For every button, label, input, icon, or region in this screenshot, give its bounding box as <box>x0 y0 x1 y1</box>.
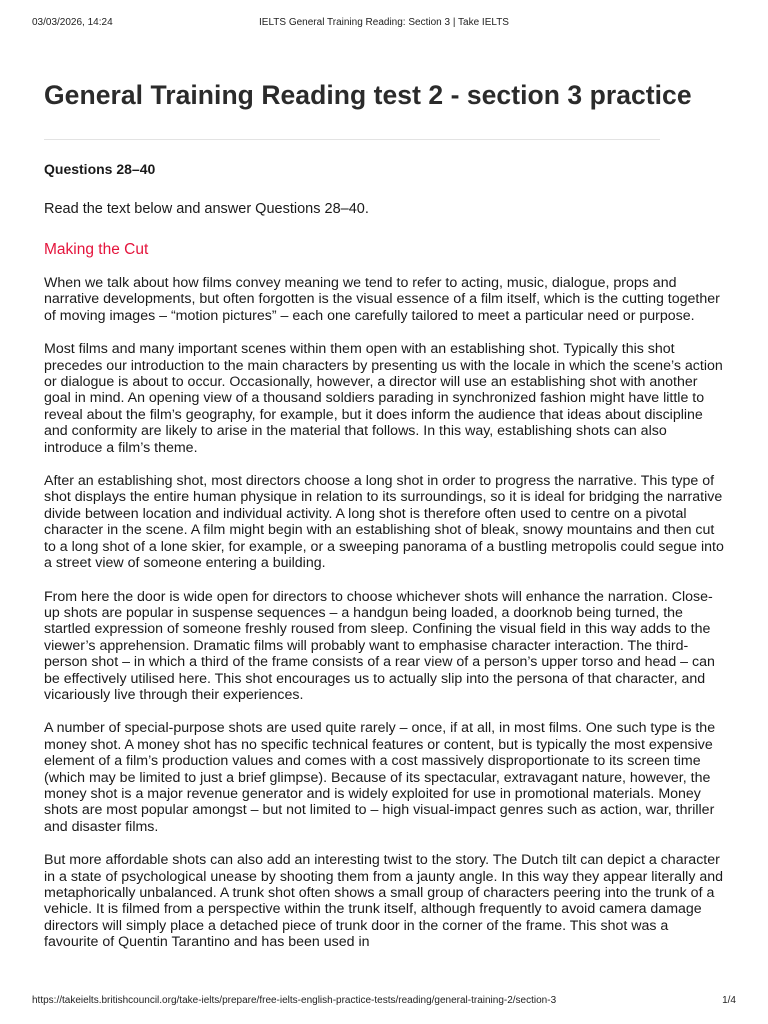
article-paragraph-1: When we talk about how films convey meaning we tend to refer to acting, music, dialogue, props and narrative developments, but often forgotten is the visual essence of a film itself, which is the cutting together of moving images – “motion pictures” – each one carefully tailored to meet a particular need or purpose. <box>44 275 720 324</box>
article-title: Making the Cut <box>44 241 149 258</box>
print-footer <box>32 995 736 1009</box>
article-paragraph-5: A number of special-purpose shots are used quite rarely – once, if at all, in most films. One such type is the money shot. A money shot has no specific technical features or content, but is typically the most expensive element of a film’s production values and comes with a cost massively disproportionate to its screen time (which may be limited to just a brief glimpse). Because of its spectacular, extravagant nature, however, the money shot is a major revenue generator and is widely exploited for use in promotional materials. Money shots are most popular amongst – but not limited to – high visual-impact genres such as action, war, thriller and disaster films. <box>44 720 716 835</box>
page-title: General Training Reading test 2 - section 3 practice <box>44 80 692 110</box>
article-paragraph-4: From here the door is wide open for directors to choose whichever shots will enhance the narration. Close-up shots are popular in suspense sequences – a handgun being loaded, a doorknob being turned, the startled expression of someone freshly roused from sleep. Confining the visual field in this way adds to the viewer’s apprehension. Dramatic films will probably want to emphasise character interaction. The third-person shot – in which a third of the frame consists of a rear view of a person’s upper torso and head – can be effectively utilised here. This shot encourages us to actually slip into the persona of that character, and vicariously live through their experiences. <box>44 588 715 703</box>
questions-label: Questions 28–40 <box>44 161 156 177</box>
article-paragraph-6: But more affordable shots can also add an interesting twist to the story. The Dutch tilt can depict a character in a state of psychological unease by shooting them from a jaunty angle. In this way they appear literally and metaphorically unbalanced. A trunk shot often shows a small group of characters peering into the trunk of a vehicle. It is filmed from a perspective within the trunk itself, although frequently to avoid camera damage directors will simply place a detached piece of trunk door in the corner of the frame. This shot was a favourite of Quentin Tarantino and has been used in <box>44 852 724 951</box>
print-page-number: 1/4 <box>722 995 736 1006</box>
article-paragraph-2: Most films and many important scenes within them open with an establishing shot. Typically this shot precedes our introduction to the main characters by presenting us with the locale in which the scene’s action or dialogue is about to occur. Occasionally, however, a director will use an establishing shot with another goal in mind. An opening view of a thousand soldiers parading in synchronized fashion might have little to reveal about the film’s geography, for example, but it does inform the audience that ideas about discipline and conformity are likely to arise in the material that follows. In this way, establishing shots can also introduce a film’s theme. <box>44 341 723 456</box>
print-header <box>32 17 736 31</box>
print-datetime: 03/03/2026, 14:24 <box>32 17 113 28</box>
print-page-title: IELTS General Training Reading: Section 3 | Take IELTS <box>259 17 509 28</box>
article-paragraph-3: After an establishing shot, most directors choose a long shot in order to progress the narrative. This type of shot displays the entire human physique in relation to its surroundings, so it is ideal for bridging the narrative divide between location and individual activity. A long shot is therefore often used to centre on a pivotal character in the scene. A film might begin with an establishing shot of bleak, snowy mountains and then cut to a long shot of a lone skier, for example, or a sweeping panorama of a bustling metropolis could segue into a street view of someone entering a building. <box>44 473 724 572</box>
main-content <box>44 78 724 951</box>
print-url: https://takeielts.britishcouncil.org/take-ielts/prepare/free-ielts-english-practice-tests/reading/general-training-2/section-3 <box>32 995 557 1006</box>
instruction-text: Read the text below and answer Questions 28–40. <box>44 201 369 217</box>
title-divider <box>44 139 660 140</box>
